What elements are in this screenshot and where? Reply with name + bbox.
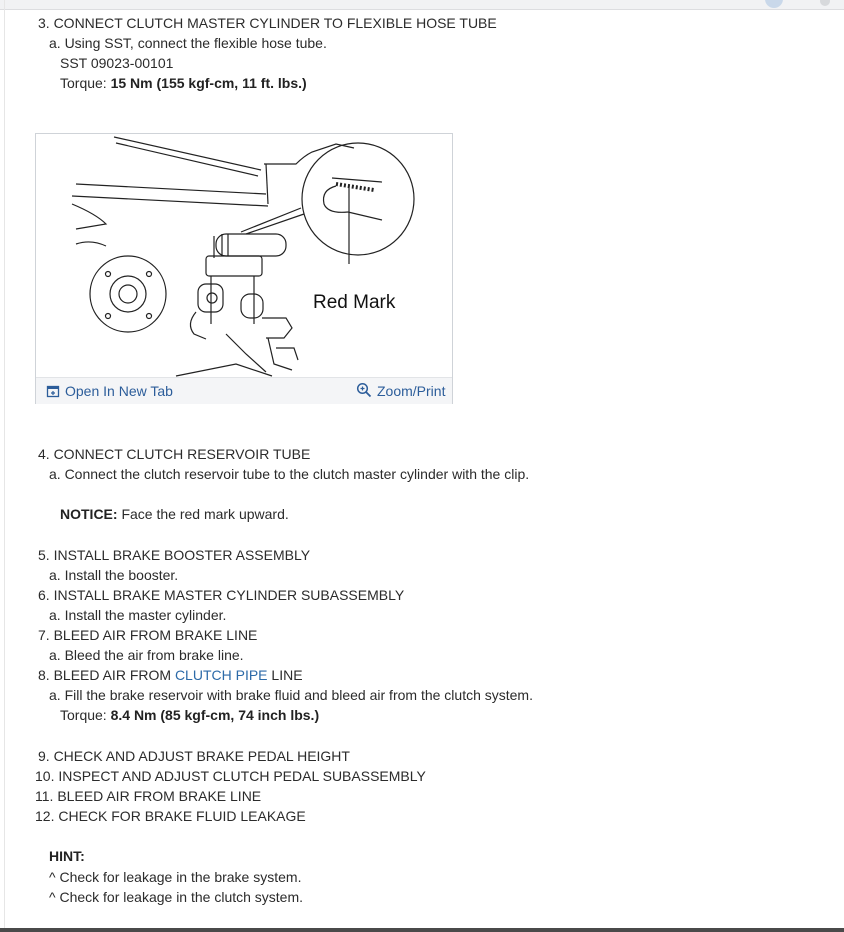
step-3-heading: 3. CONNECT CLUTCH MASTER CYLINDER TO FLEXIBLE HOSE TUBE xyxy=(38,15,497,31)
step-7-heading: 7. BLEED AIR FROM BRAKE LINE xyxy=(38,627,258,643)
bottom-edge xyxy=(0,928,844,932)
zoom-print-label: Zoom/Print xyxy=(377,383,446,399)
step-8-heading-post: LINE xyxy=(267,667,303,683)
torque-label: Torque: xyxy=(60,707,111,723)
step-4-notice xyxy=(60,505,289,523)
page-left-edge xyxy=(4,0,5,932)
zoom-print-button[interactable] xyxy=(356,381,445,399)
step-11-heading: 11. BLEED AIR FROM BRAKE LINE xyxy=(35,788,262,804)
diagram-figure xyxy=(35,133,453,404)
step-12-heading: 12. CHECK FOR BRAKE FLUID LEAKAGE xyxy=(35,808,306,824)
step-5-heading: 5. INSTALL BRAKE BOOSTER ASSEMBLY xyxy=(38,547,311,563)
open-in-new-tab-button[interactable] xyxy=(46,383,173,399)
step-3-torque xyxy=(60,74,307,92)
hint-label xyxy=(49,847,85,865)
hint-item: ^ Check for leakage in the clutch system. xyxy=(49,889,304,905)
step-4-heading: 4. CONNECT CLUTCH RESERVOIR TUBE xyxy=(38,446,311,462)
hint-item: ^ Check for leakage in the brake system. xyxy=(49,869,302,885)
step-6-substep-a: a. Install the master cylinder. xyxy=(49,607,227,623)
open-in-new-tab-label: Open In New Tab xyxy=(65,383,173,399)
clutch-hose-illustration xyxy=(36,134,452,377)
step-10-heading: 10. INSPECT AND ADJUST CLUTCH PEDAL SUBASSEMBLY xyxy=(35,768,426,784)
step-8-substep-a: a. Fill the brake reservoir with brake fluid and bleed air from the clutch system. xyxy=(49,687,533,703)
step-8-heading xyxy=(38,666,303,684)
torque-value: 8.4 Nm (85 kgf-cm, 74 inch lbs.) xyxy=(110,707,320,723)
step-9-heading: 9. CHECK AND ADJUST BRAKE PEDAL HEIGHT xyxy=(38,748,350,764)
top-toolbar-edge xyxy=(0,0,844,10)
toolbar-chevron-icon[interactable] xyxy=(820,0,830,6)
step-8-torque xyxy=(60,706,319,724)
step-3-substep-a: a. Using SST, connect the flexible hose tube. xyxy=(49,35,327,51)
zoom-magnifier-icon xyxy=(356,382,372,398)
open-new-tab-icon xyxy=(46,384,60,398)
hint-label-text: HINT: xyxy=(49,848,85,864)
figure-toolbar xyxy=(36,377,452,404)
step-5-substep-a: a. Install the booster. xyxy=(49,567,179,583)
step-4-substep-a: a. Connect the clutch reservoir tube to the clutch master cylinder with the clip. xyxy=(49,466,530,482)
step-8-heading-pre: 8. BLEED AIR FROM xyxy=(38,667,175,683)
notice-text: Face the red mark upward. xyxy=(117,506,289,522)
callout-red-mark-label: Red Mark xyxy=(313,292,396,313)
notice-label: NOTICE: xyxy=(60,506,118,522)
torque-label: Torque: xyxy=(60,75,111,91)
toolbar-avatar-icon[interactable] xyxy=(765,0,783,8)
step-6-heading: 6. INSTALL BRAKE MASTER CYLINDER SUBASSEMBLY xyxy=(38,587,405,603)
step-3-sst: SST 09023-00101 xyxy=(60,55,174,71)
clutch-pipe-link[interactable]: CLUTCH PIPE xyxy=(174,667,268,683)
step-7-substep-a: a. Bleed the air from brake line. xyxy=(49,647,244,663)
torque-value: 15 Nm (155 kgf-cm, 11 ft. lbs.) xyxy=(110,75,307,91)
